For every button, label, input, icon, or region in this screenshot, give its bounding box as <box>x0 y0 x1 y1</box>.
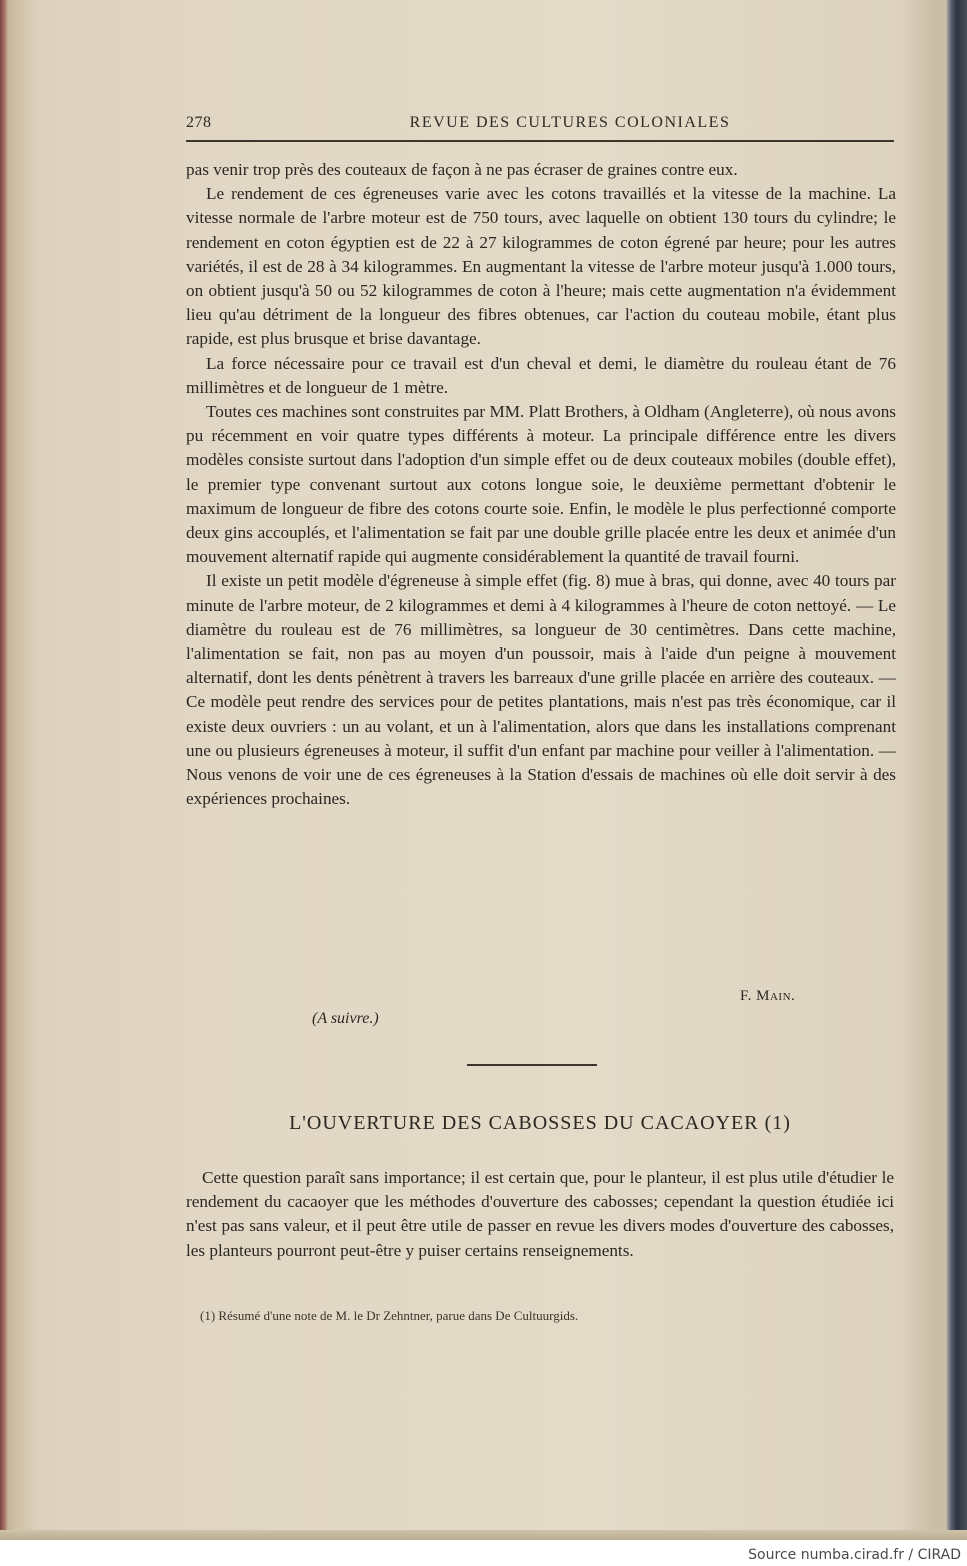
page-number: 278 <box>186 114 212 131</box>
signature-text: F. Main. <box>740 988 796 1004</box>
journal-title: REVUE DES CULTURES COLONIALES <box>409 114 731 131</box>
main-text <box>186 158 896 811</box>
header-rule <box>186 140 894 142</box>
paragraph: La force nécessaire pour ce travail est d'un cheval et demi, le diamètre du rouleau étant de 76 millimètres et de longueur de 1 mètre. <box>186 353 896 397</box>
to-be-continued <box>312 1010 379 1028</box>
article-title: L'OUVERTURE DES CABOSSES DU CACAOYER (1) <box>289 1112 791 1134</box>
running-head <box>186 114 894 136</box>
page-edge <box>945 0 967 1540</box>
paragraph: Toutes ces machines sont construites par MM. Platt Brothers, à Oldham (Angleterre), où nous avons pu récemment en voir quatre types différents à moteur. La principale différence entre les divers modèles consiste surtout dans l'adoption d'un simple effet ou de deux couteaux mobiles (double effet), le premier type convenant surtout aux cotons longue soie, le deuxième permettant d'obtenir le maximum de longueur de fibre des cotons courte soie. Enfin, le modèle le plus perfectionné comporte deux gins accouplés, et l'alimentation se fait par une double grille placée entre les deux et animée d'un mouvement alternatif rapide qui augmente considérablement la quantité de travail fourni. <box>186 402 896 567</box>
book-spine <box>0 0 8 1540</box>
to-be-continued-text: (A suivre.) <box>312 1010 379 1027</box>
author-signature <box>740 988 795 1005</box>
page-bottom-edge <box>0 1530 967 1540</box>
source-credit: Source numba.cirad.fr / CIRAD <box>748 1547 961 1563</box>
paragraph: pas venir trop près des couteaux de façon à ne pas écraser de graines contre eux. <box>186 160 738 179</box>
article-body <box>186 1166 894 1263</box>
article-paragraph: Cette question paraît sans importance; il est certain que, pour le planteur, il est plus utile d'étudier le rendement du cacaoyer que les méthodes d'ouverture des cabosses; cependant la question étudiée ici n'est pas sans valeur, et il peut être utile de passer en revue les divers modes d'ouverture des cabosses, les planteurs pourront peut-être y puiser certains renseignements. <box>186 1168 894 1260</box>
footnote: (1) Résumé d'une note de M. le Dr Zehntner, parue dans De Cultuurgids. <box>200 1308 579 1323</box>
paragraph: Il existe un petit modèle d'égreneuse à simple effet (fig. 8) mue à bras, qui donne, avec 40 tours par minute de l'arbre moteur, de 2 kilogrammes et demi à 4 kilogrammes à l'heure de coton nettoyé. — Le diamètre du rouleau est de 76 millimètres, sa longueur de 30 centimètres. Dans cette machine, l'alimentation se fait, non pas au moyen d'un poussoir, mais à l'aide d'un peigne à mouvement alternatif, dont les dents pénètrent à travers les barreaux d'une grille placée en arrière des couteaux. — Ce modèle peut rendre des services pour de petites plantations, mais n'est pas très économique, car il existe deux ouvriers : un au volant, et un à l'alimentation, alors que dans les installations comprenant une ou plusieurs égreneuses à moteur, il suffit d'un enfant par machine pour veiller à l'alimentation. — Nous venons de voir une de ces égreneuses à la Station d'essais de machines où elle doit servir à des expériences prochaines. <box>186 571 896 809</box>
section-separator <box>467 1064 597 1066</box>
paragraph: Le rendement de ces égreneuses varie avec les cotons travaillés et la vitesse de la machine. La vitesse normale de l'arbre moteur est de 750 tours, avec laquelle on obtient 130 tours du cylindre; le rendement en coton égyptien est de 22 à 27 kilogrammes de coton égrené par heure; pour les autres variétés, il est de 28 à 34 kilogrammes. En augmentant la vitesse de l'arbre moteur jusqu'à 1.000 tours, on obtient jusqu'à 50 ou 52 kilogrammes de coton à l'heure; mais cette augmentation n'a évidemment lieu qu'au détriment de la longueur des fibres obtenues, car l'action du couteau mobile, étant plus rapide, est plus brusque et brise davantage. <box>186 184 896 349</box>
